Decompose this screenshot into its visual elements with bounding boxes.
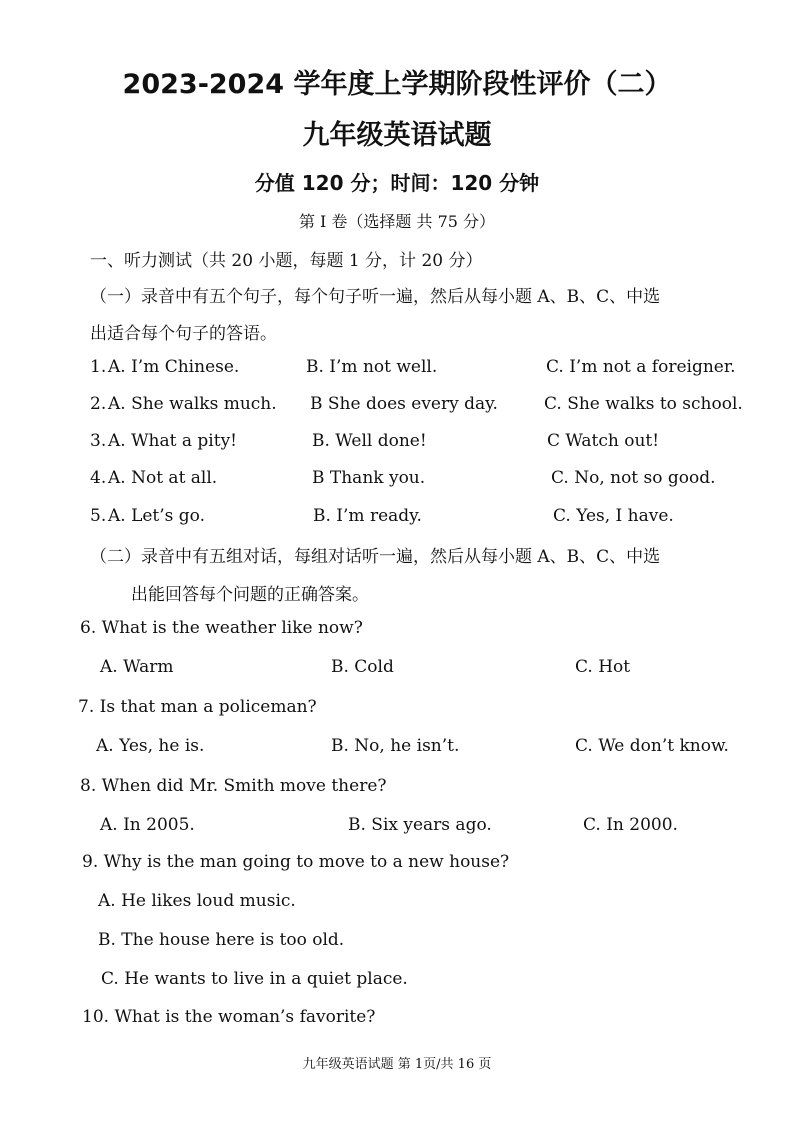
exam-subtitle: 九年级英语试题 <box>302 120 492 151</box>
question-6-stem: 6. What is the weather like now? <box>80 618 363 638</box>
question-8-option-a: A. In 2005. <box>100 815 195 835</box>
section-heading-listening: 一、听力测试（共 20 小题，每题 1 分，计 20 分） <box>90 251 483 271</box>
question-10-stem: 10. What is the woman’s favorite? <box>82 1007 376 1027</box>
question-number: 5. <box>90 506 107 526</box>
question-9-option-a: A. He likes loud music. <box>98 891 296 911</box>
option-c: C. I’m not a foreigner. <box>546 357 736 377</box>
question-6-option-b: B. Cold <box>331 657 394 677</box>
part2-instruction-cont: 出能回答每个问题的正确答案。 <box>131 585 369 605</box>
question-9-option-c: C. He wants to live in a quiet place. <box>101 969 408 989</box>
part1-instruction-cont: 出适合每个句子的答语。 <box>90 324 277 344</box>
option-b: B She does every day. <box>310 394 498 414</box>
option-a: A. Let’s go. <box>108 506 206 526</box>
part1-instruction: （一）录音中有五个句子，每个句子听一遍，然后从每小题 A、B、C、中选 <box>90 287 661 307</box>
volume-heading: 第 I 卷（选择题 共 75 分） <box>298 212 496 231</box>
question-number: 2. <box>90 394 107 414</box>
exam-title: 2023-2024 学年度上学期阶段性评价（二） <box>122 69 672 100</box>
score-time-info: 分值 120 分；时间：120 分钟 <box>254 171 540 195</box>
option-b: B. I’m ready. <box>313 506 422 526</box>
question-number: 3. <box>90 431 107 451</box>
question-9-stem: 9. Why is the man going to move to a new house? <box>82 852 510 872</box>
page-footer: 九年级英语试题 第 1页/共 16 页 <box>302 1057 492 1072</box>
option-c: C Watch out! <box>547 431 660 451</box>
option-a: A. Not at all. <box>108 468 218 488</box>
question-number: 1. <box>90 357 107 377</box>
question-number: 4. <box>90 468 107 488</box>
question-8-option-c: C. In 2000. <box>583 815 678 835</box>
option-c: C. She walks to school. <box>544 394 743 414</box>
question-7-option-b: B. No, he isn’t. <box>331 736 460 756</box>
option-b: B. I’m not well. <box>306 357 438 377</box>
question-9-option-b: B. The house here is too old. <box>98 930 345 950</box>
question-8-stem: 8. When did Mr. Smith move there? <box>80 776 387 796</box>
option-c: C. Yes, I have. <box>553 506 674 526</box>
question-7-option-a: A. Yes, he is. <box>96 736 205 756</box>
option-a: A. What a pity! <box>108 431 238 451</box>
question-7-option-c: C. We don’t know. <box>575 736 729 756</box>
option-b: B. Well done! <box>312 431 427 451</box>
question-6-option-a: A. Warm <box>100 657 174 677</box>
option-c: C. No, not so good. <box>551 468 716 488</box>
part2-instruction: （二）录音中有五组对话，每组对话听一遍，然后从每小题 A、B、C、中选 <box>90 547 661 567</box>
option-b: B Thank you. <box>312 468 426 488</box>
option-a: A. I’m Chinese. <box>108 357 240 377</box>
question-8-option-b: B. Six years ago. <box>348 815 492 835</box>
question-6-option-c: C. Hot <box>575 657 631 677</box>
question-7-stem: 7. Is that man a policeman? <box>78 697 317 717</box>
option-a: A. She walks much. <box>108 394 277 414</box>
